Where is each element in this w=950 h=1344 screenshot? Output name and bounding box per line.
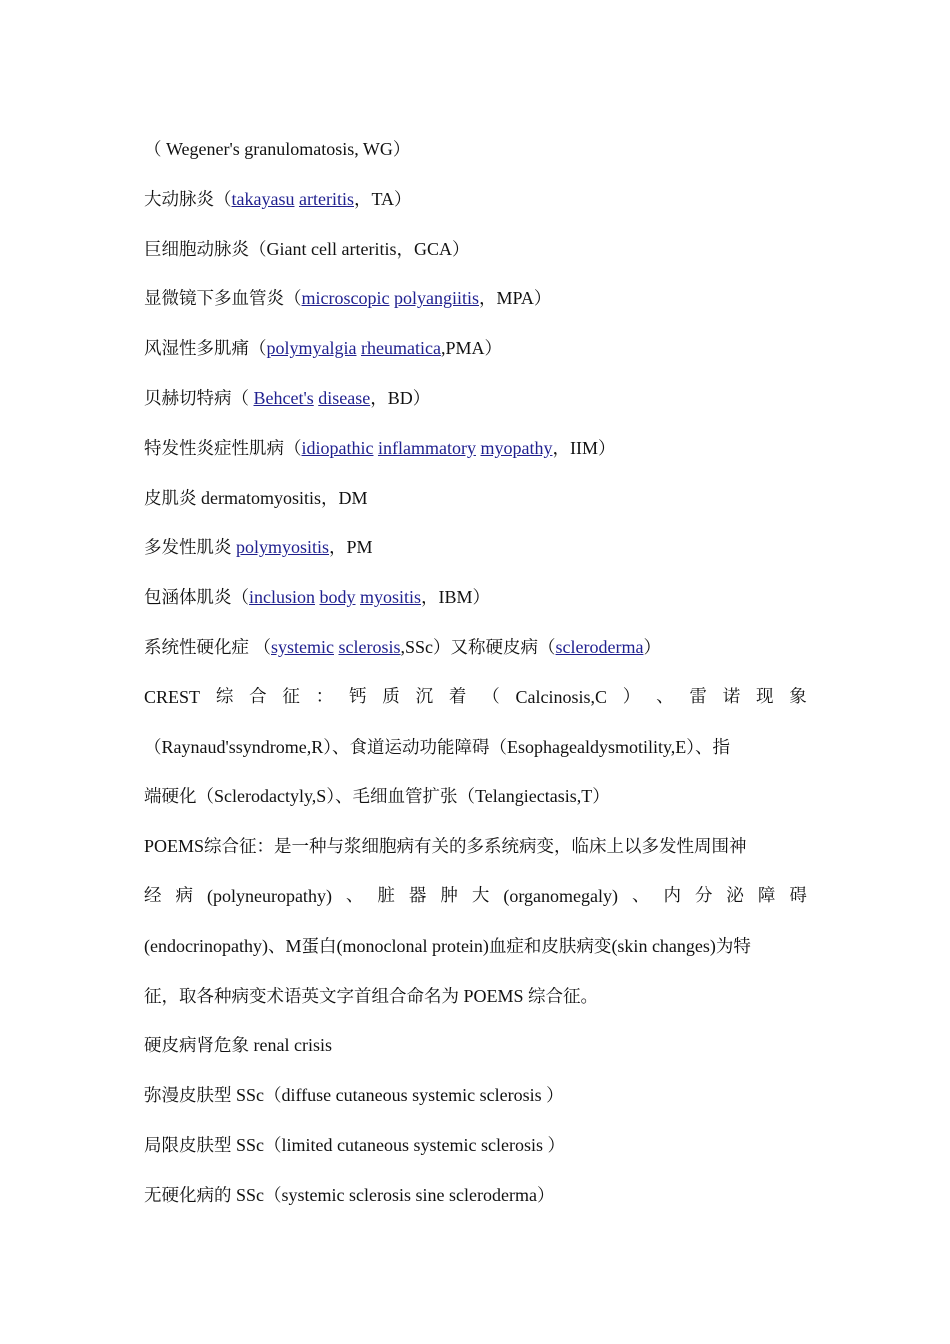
- text-segment-run: 征，取各种病变术语英文字首组合命名为: [144, 986, 459, 1007]
- text-segment: [144, 488, 368, 508]
- text-segment: [421, 587, 490, 607]
- text-segment: [144, 637, 271, 657]
- word: 综: [215, 686, 234, 707]
- word: 泌: [726, 885, 744, 906]
- term-link[interactable]: systemic: [271, 636, 334, 657]
- word-run: POEMS: [144, 836, 205, 857]
- text-segment: [552, 438, 615, 458]
- text-segment-run: 端硬化（: [144, 787, 214, 808]
- text-segment: [144, 1035, 332, 1055]
- word: [144, 723, 730, 773]
- word: 、: [631, 885, 650, 906]
- word: ：: [315, 686, 334, 707]
- line-bd: [144, 374, 807, 424]
- text-segment-run: ，: [321, 488, 339, 509]
- term-link[interactable]: rheumatica: [360, 338, 441, 359]
- document-page: [144, 125, 807, 1221]
- text-segment: 显微镜下多血管炎（: [144, 289, 302, 310]
- word: 现: [755, 686, 774, 707]
- term-link[interactable]: idiopathic: [301, 437, 374, 458]
- text-segment-run: ,SSc: [400, 636, 434, 657]
- text-segment-run: ）: [451, 239, 470, 260]
- term-link[interactable]: microscopic: [301, 288, 390, 309]
- word-run: （: [144, 737, 162, 758]
- line-lcssc: [144, 1121, 807, 1171]
- line-renal: [144, 1021, 807, 1071]
- word: (organomegaly): [503, 885, 618, 906]
- text-segment-run: ）: [394, 189, 412, 210]
- text-segment-run: 巨细胞动脉炎（: [144, 239, 267, 260]
- text-segment-run: MPA: [496, 288, 534, 309]
- word-run: 为特: [715, 936, 751, 957]
- word-run: 蛋白: [301, 936, 337, 957]
- term-link[interactable]: inflammatory: [377, 437, 476, 458]
- word: 碍: [789, 885, 807, 906]
- line-sine: [144, 1171, 807, 1221]
- text-segment: [144, 1135, 565, 1155]
- text-segment: [144, 1185, 554, 1205]
- text-segment: [144, 388, 254, 408]
- term-link[interactable]: body: [319, 587, 356, 608]
- word-run: 、: [267, 936, 286, 957]
- text-segment-run: Giant cell arteritis: [266, 238, 397, 259]
- text-segment-run: ，: [552, 438, 570, 459]
- text-segment-run: limited cutaneous systemic sclerosis: [281, 1134, 548, 1155]
- term-link[interactable]: sclerosis: [338, 636, 401, 657]
- word-run: 血症和皮肤病变: [488, 936, 612, 957]
- word: 、: [656, 686, 674, 707]
- word: 着: [448, 686, 467, 707]
- text-segment-run: TA: [371, 188, 395, 209]
- word: 经: [144, 885, 162, 906]
- text-segment-run: 多发性肌炎: [144, 538, 232, 559]
- text-segment-run: 局限皮肤型: [144, 1135, 232, 1156]
- word: (polyneuropathy): [206, 885, 332, 906]
- text-segment: 包涵体肌炎（: [144, 588, 249, 609]
- word: 合: [249, 686, 267, 707]
- term-link[interactable]: polymyositis: [236, 537, 330, 558]
- word: 病: [175, 885, 193, 906]
- word: （: [482, 686, 500, 707]
- line-wg: [144, 125, 807, 175]
- text-segment-run: ）: [533, 289, 552, 310]
- text-segment-run: ）: [546, 1086, 564, 1107]
- word-run: (endocrinopathy): [144, 935, 268, 956]
- text-segment-run: ）: [484, 339, 502, 360]
- text-segment-run: ，: [329, 538, 347, 559]
- text-segment-run: BD: [387, 387, 413, 408]
- text-segment-run: ）: [472, 588, 491, 609]
- text-segment: [144, 1085, 564, 1105]
- word: ）: [622, 686, 641, 707]
- line-pma: [144, 324, 807, 374]
- text-segment-run: 皮肌炎: [144, 488, 197, 509]
- word-run: Raynaud'ssyndrome,R: [161, 736, 324, 757]
- word: 雷: [689, 686, 707, 707]
- text-segment-run: Sclerodactyly,S: [214, 786, 327, 807]
- word-run: (skin changes): [611, 935, 716, 956]
- line-iim: [144, 424, 807, 474]
- line-crest2: [144, 723, 807, 773]
- text-segment-run: 系统性硬化症: [144, 637, 249, 658]
- word-run: Esophagealdysmotility,E: [506, 736, 687, 757]
- text-segment: [144, 239, 469, 259]
- text-segment-run: 贝赫切特病（: [144, 388, 249, 409]
- text-segment-run: 弥漫皮肤型: [144, 1086, 232, 1107]
- line-pm: [144, 523, 807, 573]
- text-segment-run: SSc: [231, 1085, 265, 1106]
- text-segment-run: renal crisis: [249, 1035, 332, 1056]
- term-link[interactable]: polyangiitis: [393, 288, 479, 309]
- text-segment-run: 无硬化病的: [144, 1185, 232, 1206]
- word: 象: [789, 686, 807, 707]
- term-link[interactable]: disease: [318, 387, 371, 408]
- text-segment: 风湿性多肌痛（: [144, 339, 267, 360]
- term-link[interactable]: arteritis: [298, 188, 354, 209]
- line-poems2: [144, 872, 807, 922]
- line-crest3: [144, 772, 807, 822]
- word: 分: [694, 885, 713, 906]
- text-segment: [479, 288, 551, 308]
- line-crest1: [144, 673, 807, 723]
- text-segment-run: PM: [346, 537, 373, 558]
- term-link[interactable]: Behcet's: [253, 387, 314, 408]
- text-segment-run: 综合征。: [528, 986, 599, 1007]
- text-segment-run: ）: [412, 388, 431, 409]
- text-segment: 大动脉炎（: [144, 189, 232, 210]
- text-segment-run: ）: [547, 1135, 565, 1156]
- word: 钙: [349, 686, 367, 707]
- word: 质: [382, 686, 400, 707]
- text-segment-run: Wegener's granulomatosis, WG: [161, 139, 393, 159]
- term-link[interactable]: inclusion: [249, 587, 315, 608]
- word: 障: [757, 885, 776, 906]
- text-segment-run: GCA: [413, 238, 452, 259]
- text-segment-run: （: [264, 1135, 282, 1156]
- text-segment: [441, 338, 502, 358]
- text-segment-run: diffuse cutaneous systemic sclerosis: [281, 1085, 547, 1106]
- text-segment-run: （: [264, 1086, 282, 1107]
- term-link[interactable]: takayasu: [231, 188, 295, 209]
- text-segment: [144, 786, 610, 806]
- text-segment-run: IIM: [569, 437, 598, 458]
- text-segment-run: SSc: [231, 1184, 265, 1205]
- line-gca: [144, 225, 807, 275]
- line-dcssc: [144, 1071, 807, 1121]
- text-segment-run: ，: [421, 588, 439, 609]
- word: 肿: [440, 885, 458, 906]
- word-run: 综合征：是一种与浆细胞病有关的多系统病变，临床上以多发性周围神: [204, 837, 747, 858]
- word-run: ）、食道运动功能障碍（: [323, 737, 507, 758]
- text-segment-run: systemic sclerosis sine scleroderma: [281, 1184, 537, 1205]
- text-segment-run: ，: [370, 388, 388, 409]
- text-segment: [144, 139, 410, 159]
- term-link[interactable]: scleroderma: [555, 636, 644, 657]
- line-ta: [144, 175, 807, 225]
- term-link[interactable]: myopathy: [480, 437, 553, 458]
- line-ssc: [144, 623, 807, 673]
- word: 、: [345, 885, 364, 906]
- line-poems3: [144, 922, 807, 972]
- line-poems4: [144, 972, 807, 1022]
- text-segment-run: （: [144, 140, 162, 160]
- text-segment: [370, 388, 430, 408]
- line-dm: [144, 474, 807, 524]
- text-segment-run: ,PMA: [440, 338, 485, 359]
- text-segment: [401, 637, 556, 657]
- text-segment: 特发性炎症性肌病（: [144, 438, 302, 459]
- word: 大: [471, 885, 490, 906]
- word-run: (monoclonal protein): [336, 935, 489, 956]
- term-link[interactable]: myositis: [360, 587, 422, 608]
- word: 征: [282, 686, 300, 707]
- word: [144, 822, 747, 872]
- text-segment-run: ）、毛细血管扩张（: [326, 787, 476, 808]
- word-run: M: [285, 935, 302, 956]
- word: 内: [663, 885, 681, 906]
- word: 器: [408, 885, 427, 906]
- text-segment-run: dermatomyositis: [196, 487, 321, 508]
- text-segment: [329, 537, 373, 557]
- text-segment-run: ）: [392, 140, 411, 160]
- text-segment-run: ，: [396, 239, 414, 260]
- text-segment-run: SSc: [231, 1134, 265, 1155]
- term-link[interactable]: polymyalgia: [266, 338, 357, 359]
- text-segment-run: ）: [536, 1185, 555, 1206]
- word-run: ）、指: [686, 737, 731, 758]
- word: 脏: [377, 885, 395, 906]
- text-segment-run: POEMS: [459, 985, 529, 1006]
- text-segment-run: ）: [597, 438, 616, 459]
- text-segment: ）: [643, 637, 661, 658]
- text-segment: [144, 986, 598, 1006]
- text-segment-run: ，: [353, 189, 372, 210]
- text-segment-run: DM: [338, 487, 368, 508]
- line-ibm: [144, 573, 807, 623]
- line-mpa: [144, 274, 807, 324]
- text-segment-run: （: [264, 1185, 282, 1206]
- text-segment-run: Telangiectasis,T: [475, 786, 593, 807]
- text-segment: [354, 189, 412, 209]
- text-segment-run: ）又称硬皮病（: [433, 637, 556, 658]
- word: CREST: [144, 686, 201, 707]
- word: Calcinosis,C: [515, 686, 607, 707]
- word: [144, 922, 751, 972]
- text-segment-run: 硬皮病肾危象: [144, 1036, 249, 1057]
- word: 诺: [722, 686, 741, 707]
- text-segment-run: ，: [478, 289, 497, 310]
- text-segment-run: ）: [592, 787, 610, 808]
- text-segment: [144, 537, 236, 557]
- text-segment-run: （: [253, 637, 271, 658]
- line-poems1: [144, 822, 807, 872]
- text-segment-run: IBM: [438, 587, 473, 608]
- word: 沉: [415, 686, 434, 707]
